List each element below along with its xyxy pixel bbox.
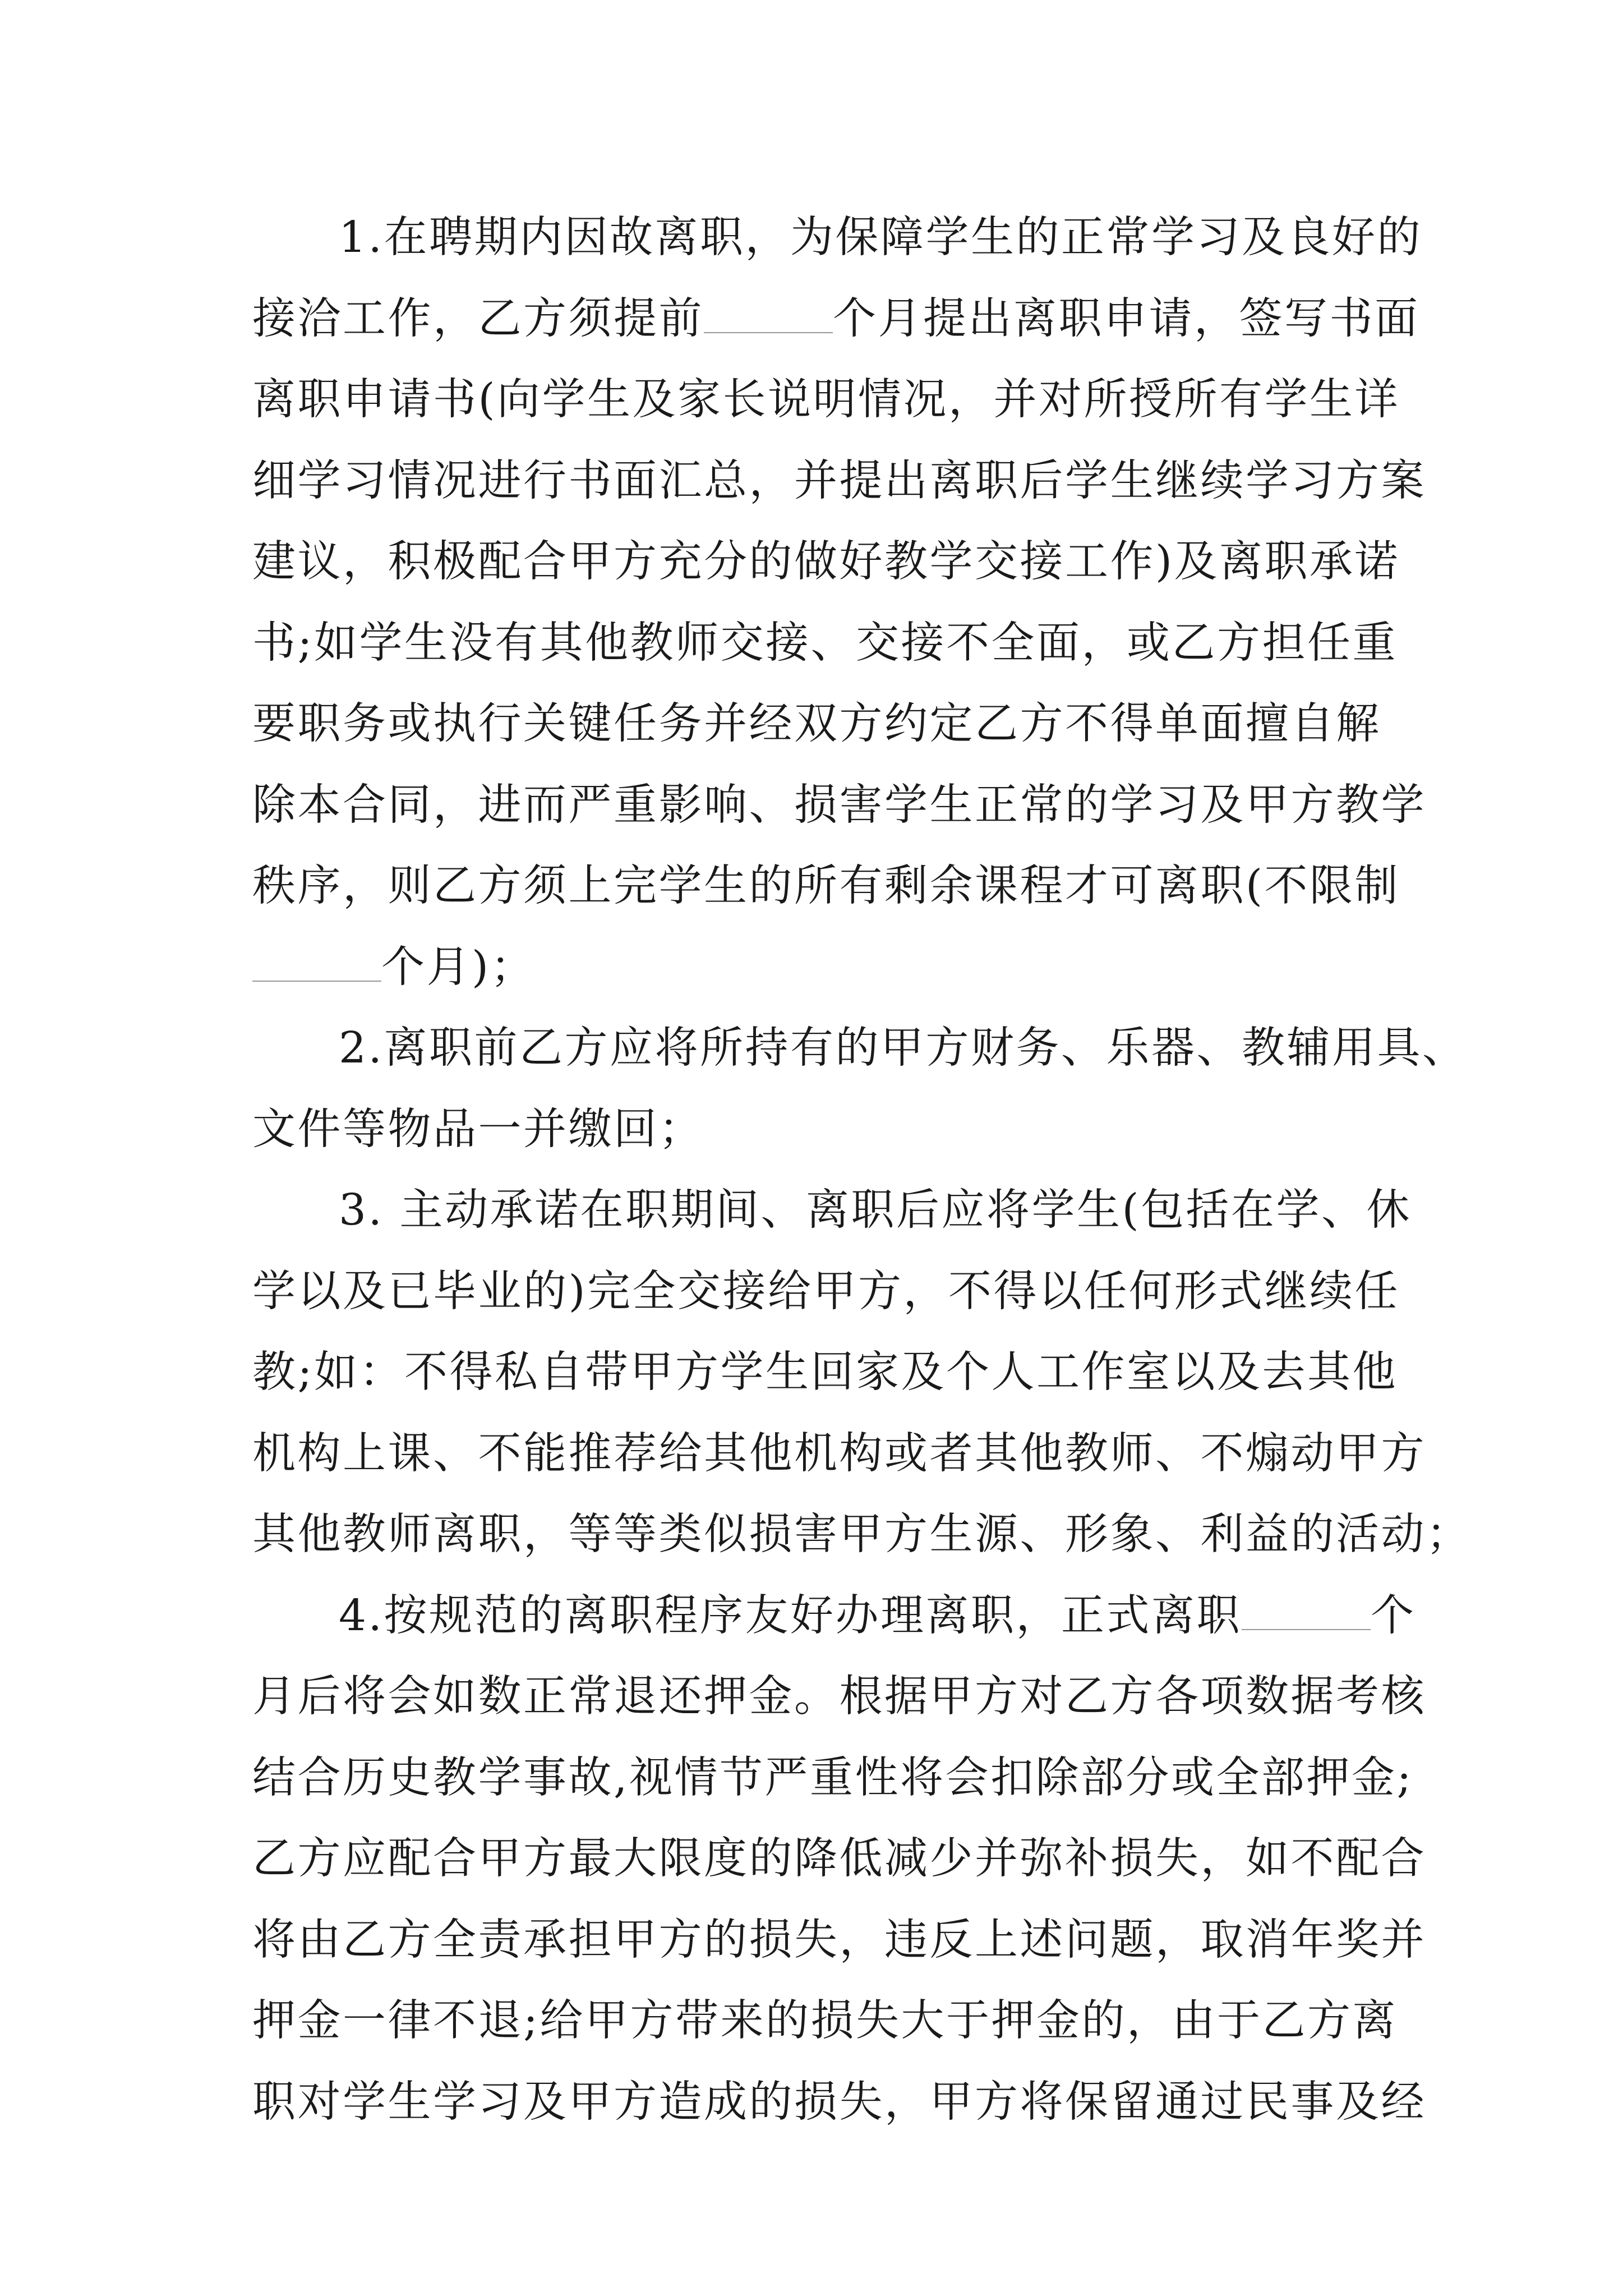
- paragraph-2: [252, 1008, 1468, 1170]
- paragraph-4: [252, 1576, 1426, 2143]
- text-line: 学以及已毕业的)完全交接给甲方，不得以任何形式继续任: [252, 1266, 1400, 1317]
- paragraph-3: [252, 1170, 1472, 1576]
- text-line: 月后将会如数正常退还押金。根据甲方对乙方各项数据考核: [252, 1672, 1426, 1722]
- document-body: [252, 197, 1472, 2143]
- text-line: 教;如：不得私自带甲方学生回家及个人工作室以及去其他: [252, 1347, 1398, 1397]
- paragraph-1: [252, 197, 1426, 1008]
- text-line: 3. 主动承诺在职期间、离职后应将学生(包括在学、休: [339, 1185, 1412, 1235]
- text-line: 文件等物品一并缴回；: [252, 1104, 704, 1154]
- text-line: 离职申请书(向学生及家长说明情况，并对所授所有学生详: [252, 375, 1400, 425]
- text-line: 接洽工作，乙方须提前 个月提出离职申请，签写书面: [252, 293, 1420, 344]
- text-line: 将由乙方全责承担甲方的损失，违反上述问题，取消年奖并: [252, 1915, 1426, 1965]
- text-line: 除本合同，进而严重影响、损害学生正常的学习及甲方教学: [252, 780, 1426, 830]
- text-line: 书;如学生没有其他教师交接、交接不全面，或乙方担任重: [252, 618, 1398, 668]
- fill-in-blank[interactable]: [1242, 1595, 1371, 1630]
- text-line: 结合历史教学事故,视情节严重性将会扣除部分或全部押金;: [252, 1752, 1413, 1803]
- text-line: 要职务或执行关键任务并经双方约定乙方不得单面擅自解: [252, 699, 1381, 749]
- fill-in-blank[interactable]: [252, 947, 381, 982]
- text-line: 2.离职前乙方应将所持有的甲方财务、乐器、教辅用具、: [339, 1023, 1468, 1073]
- text-line: 职对学生学习及甲方造成的损失，甲方将保留通过民事及经: [252, 2077, 1426, 2127]
- text-line: 押金一律不退;给甲方带来的损失大于押金的，由于乙方离: [252, 1996, 1398, 2046]
- fill-in-blank[interactable]: [704, 298, 833, 333]
- text-line: 其他教师离职，等等类似损害甲方生源、形象、利益的活动；: [252, 1510, 1472, 1559]
- text-line: 1.在聘期内因故离职，为保障学生的正常学习及良好的: [339, 213, 1422, 263]
- text-line: 4.按规范的离职程序友好办理离职，正式离职 个: [339, 1590, 1416, 1641]
- text-line: 秩序，则乙方须上完学生的所有剩余课程才可离职(不限制: [252, 861, 1400, 911]
- text-line: 建议，积极配合甲方充分的做好教学交接工作)及离职承诺: [252, 537, 1400, 587]
- text-line: 机构上课、不能推荐给其他机构或者其他教师、不煽动甲方: [252, 1428, 1426, 1479]
- text-line: 细学习情况进行书面汇总，并提出离职后学生继续学习方案: [252, 455, 1426, 506]
- text-line: 乙方应配合甲方最大限度的降低减少并弥补损失，如不配合: [252, 1834, 1426, 1884]
- text-line: 个月)；: [252, 927, 1380, 1009]
